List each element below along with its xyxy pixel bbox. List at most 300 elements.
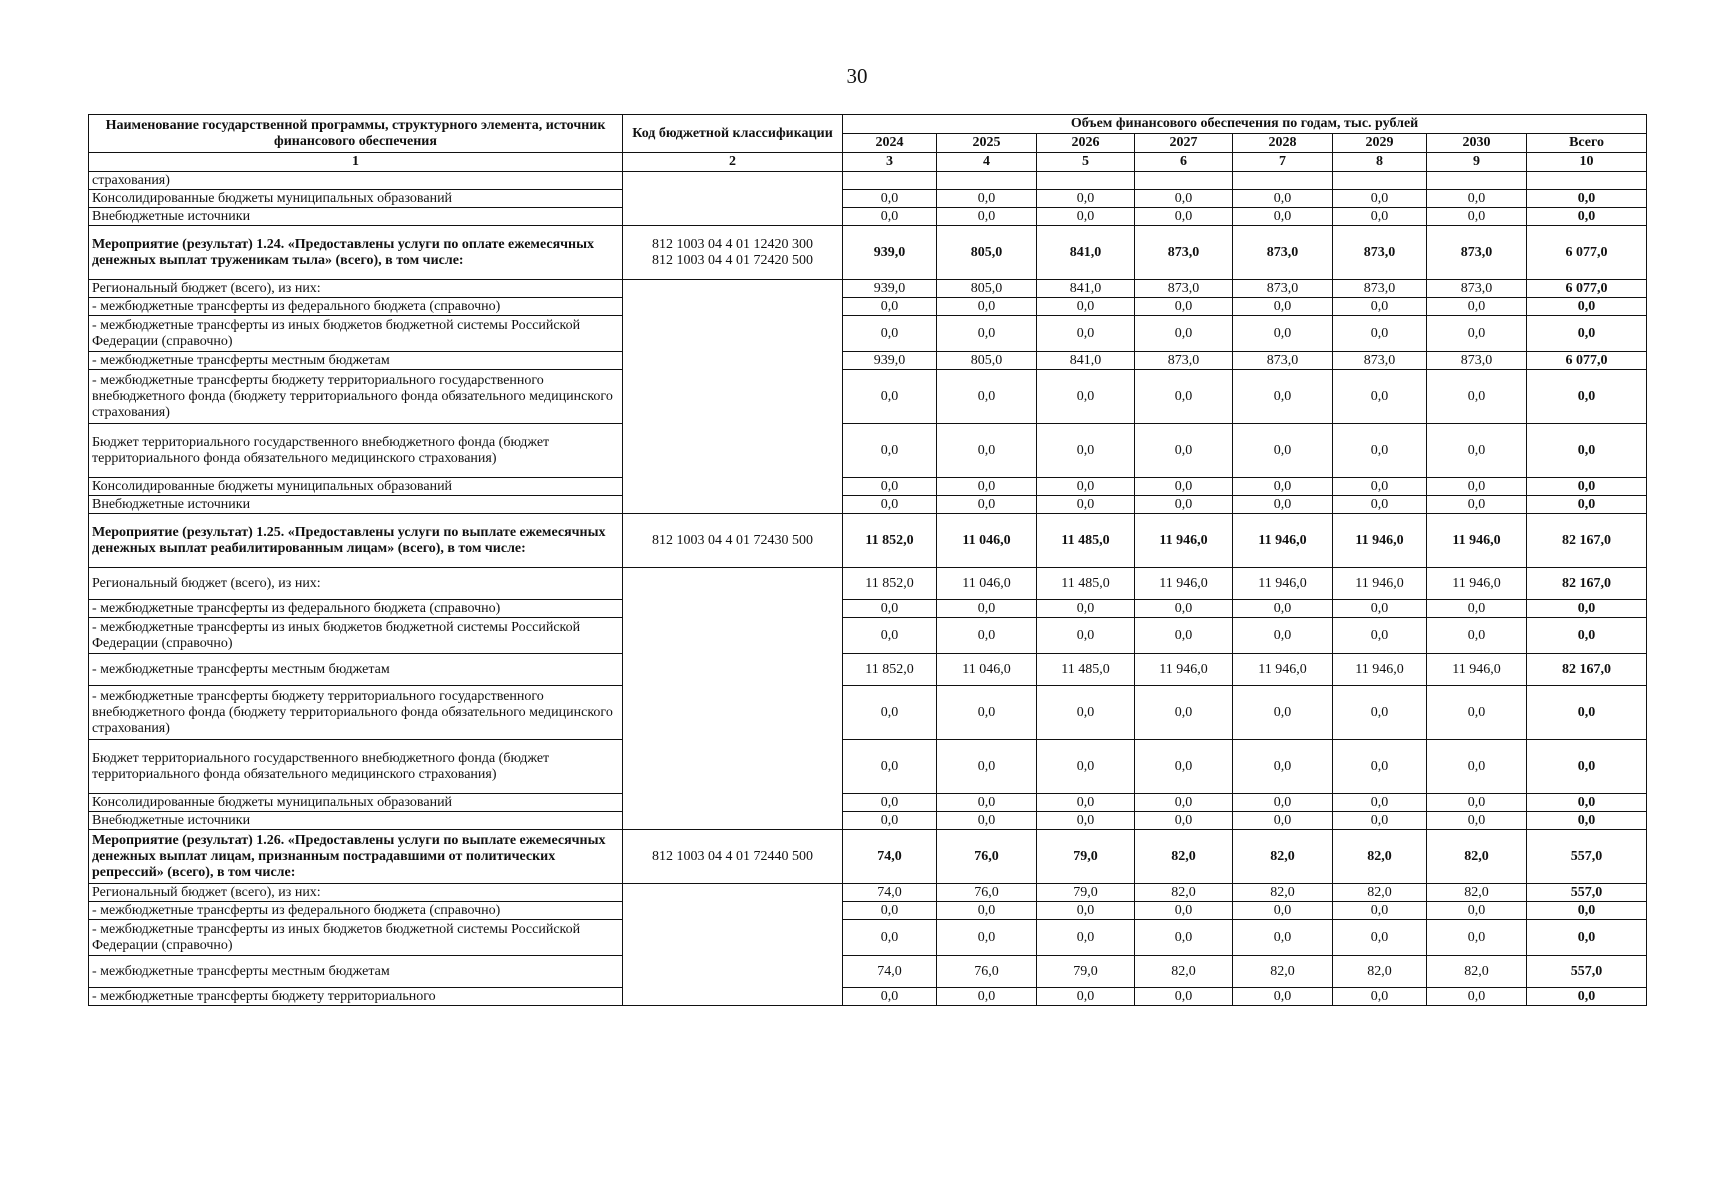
- value-cell: 0,0: [1135, 618, 1233, 654]
- value-cell: 0,0: [1135, 424, 1233, 478]
- value-cell: 11 946,0: [1135, 568, 1233, 600]
- value-cell: [843, 172, 937, 190]
- value-cell: 0,0: [1333, 740, 1427, 794]
- column-number: 9: [1427, 153, 1527, 172]
- header-year: 2025: [937, 134, 1037, 153]
- value-cell: 79,0: [1037, 884, 1135, 902]
- value-cell: 0,0: [937, 794, 1037, 812]
- value-cell: 0,0: [1135, 208, 1233, 226]
- table-row: [89, 920, 1647, 956]
- value-cell: 0,0: [1135, 686, 1233, 740]
- budget-code: [623, 514, 843, 568]
- table-row: [89, 208, 1647, 226]
- row-name: Консолидированные бюджеты муниципальных образований: [89, 478, 623, 496]
- value-cell: 0,0: [1037, 812, 1135, 830]
- value-cell: 0,0: [1037, 298, 1135, 316]
- value-cell: 0,0: [1037, 902, 1135, 920]
- table-row: [89, 496, 1647, 514]
- value-cell: 74,0: [843, 830, 937, 884]
- value-cell: 0,0: [1427, 424, 1527, 478]
- value-cell: 0,0: [1135, 316, 1233, 352]
- value-cell: 939,0: [843, 280, 937, 298]
- value-cell: [1233, 172, 1333, 190]
- value-cell: 0,0: [1037, 370, 1135, 424]
- table-row: [89, 654, 1647, 686]
- value-cell: 873,0: [1427, 226, 1527, 280]
- value-cell: 0,0: [1333, 686, 1427, 740]
- table-row: [89, 298, 1647, 316]
- total-cell: 0,0: [1527, 424, 1647, 478]
- value-cell: 939,0: [843, 226, 937, 280]
- value-cell: 82,0: [1233, 830, 1333, 884]
- row-name: - межбюджетные трансферты из федерального бюджета (справочно): [89, 298, 623, 316]
- value-cell: 0,0: [1427, 740, 1527, 794]
- value-cell: 11 485,0: [1037, 568, 1135, 600]
- value-cell: 0,0: [1135, 496, 1233, 514]
- value-cell: 841,0: [1037, 226, 1135, 280]
- value-cell: 0,0: [1037, 478, 1135, 496]
- header-year: 2027: [1135, 134, 1233, 153]
- table-row: [89, 478, 1647, 496]
- value-cell: 11 946,0: [1333, 514, 1427, 568]
- table-row: [89, 568, 1647, 600]
- table-row: [89, 794, 1647, 812]
- measure-row: [89, 226, 1647, 280]
- total-cell: [1527, 172, 1647, 190]
- value-cell: [1427, 172, 1527, 190]
- value-cell: 82,0: [1135, 884, 1233, 902]
- value-cell: 0,0: [1427, 988, 1527, 1006]
- value-cell: 0,0: [1135, 190, 1233, 208]
- value-cell: 0,0: [1333, 316, 1427, 352]
- total-cell: 0,0: [1527, 902, 1647, 920]
- total-cell: 82 167,0: [1527, 514, 1647, 568]
- measure-row: [89, 830, 1647, 884]
- total-cell: 6 077,0: [1527, 352, 1647, 370]
- header-year: 2028: [1233, 134, 1333, 153]
- total-cell: 0,0: [1527, 208, 1647, 226]
- budget-code-empty: [623, 884, 843, 1006]
- total-cell: 0,0: [1527, 740, 1647, 794]
- total-cell: 557,0: [1527, 830, 1647, 884]
- row-name: Региональный бюджет (всего), из них:: [89, 280, 623, 298]
- value-cell: 74,0: [843, 884, 937, 902]
- value-cell: 11 946,0: [1333, 568, 1427, 600]
- value-cell: 0,0: [1427, 478, 1527, 496]
- value-cell: 79,0: [1037, 830, 1135, 884]
- value-cell: 82,0: [1135, 956, 1233, 988]
- table-row: [89, 618, 1647, 654]
- value-cell: 0,0: [843, 988, 937, 1006]
- table-row: [89, 424, 1647, 478]
- column-number: 3: [843, 153, 937, 172]
- value-cell: 11 946,0: [1233, 654, 1333, 686]
- total-cell: 0,0: [1527, 988, 1647, 1006]
- row-name: - межбюджетные трансферты из иных бюджетов бюджетной системы Российской Федерации (справочно): [89, 316, 623, 352]
- table-row: [89, 812, 1647, 830]
- financing-table: [88, 114, 1647, 1006]
- value-cell: 873,0: [1135, 280, 1233, 298]
- value-cell: 0,0: [937, 600, 1037, 618]
- value-cell: 0,0: [1333, 902, 1427, 920]
- value-cell: 0,0: [1427, 316, 1527, 352]
- value-cell: 805,0: [937, 352, 1037, 370]
- value-cell: 0,0: [1233, 316, 1333, 352]
- total-cell: 0,0: [1527, 686, 1647, 740]
- value-cell: 0,0: [1037, 988, 1135, 1006]
- total-cell: 0,0: [1527, 370, 1647, 424]
- value-cell: 841,0: [1037, 280, 1135, 298]
- value-cell: 0,0: [937, 920, 1037, 956]
- value-cell: 82,0: [1333, 884, 1427, 902]
- value-cell: 0,0: [1233, 740, 1333, 794]
- header-volume: Объем финансового обеспечения по годам, тыс. рублей: [843, 115, 1647, 134]
- value-cell: 0,0: [1427, 794, 1527, 812]
- value-cell: 0,0: [937, 812, 1037, 830]
- value-cell: 0,0: [1333, 370, 1427, 424]
- column-number: 4: [937, 153, 1037, 172]
- value-cell: 11 852,0: [843, 568, 937, 600]
- row-name: Мероприятие (результат) 1.25. «Предоставлены услуги по выплате ежемесячных денежных выплат реабилитированным лицам» (всего), в том числе:: [89, 514, 623, 568]
- value-cell: 82,0: [1333, 956, 1427, 988]
- value-cell: [1333, 172, 1427, 190]
- table-row: [89, 316, 1647, 352]
- row-name: страхования): [89, 172, 623, 190]
- value-cell: 0,0: [1037, 740, 1135, 794]
- value-cell: 0,0: [1427, 618, 1527, 654]
- value-cell: 0,0: [843, 902, 937, 920]
- budget-code-line: 812 1003 04 4 01 72430 500: [652, 532, 813, 548]
- value-cell: 82,0: [1233, 884, 1333, 902]
- table-row: [89, 988, 1647, 1006]
- value-cell: 0,0: [1135, 812, 1233, 830]
- row-name: - межбюджетные трансферты из иных бюджетов бюджетной системы Российской Федерации (справочно): [89, 920, 623, 956]
- total-cell: 0,0: [1527, 316, 1647, 352]
- value-cell: 0,0: [1135, 478, 1233, 496]
- value-cell: 0,0: [1233, 600, 1333, 618]
- total-cell: 0,0: [1527, 478, 1647, 496]
- value-cell: 873,0: [1233, 352, 1333, 370]
- total-cell: 0,0: [1527, 794, 1647, 812]
- value-cell: 873,0: [1233, 280, 1333, 298]
- value-cell: [1037, 172, 1135, 190]
- table-header: [89, 115, 1647, 172]
- row-name: Бюджет территориального государственного внебюджетного фонда (бюджет территориального фонда обязательного медицинского страхования): [89, 740, 623, 794]
- total-cell: 557,0: [1527, 884, 1647, 902]
- value-cell: 0,0: [937, 370, 1037, 424]
- row-name: - межбюджетные трансферты местным бюджетам: [89, 654, 623, 686]
- budget-code-line: 812 1003 04 4 01 72440 500: [652, 848, 813, 864]
- value-cell: 0,0: [937, 298, 1037, 316]
- budget-code-line: 812 1003 04 4 01 12420 300: [652, 236, 813, 252]
- value-cell: 0,0: [937, 316, 1037, 352]
- value-cell: 873,0: [1427, 352, 1527, 370]
- value-cell: 0,0: [1037, 208, 1135, 226]
- column-number: 6: [1135, 153, 1233, 172]
- value-cell: 873,0: [1333, 352, 1427, 370]
- value-cell: 82,0: [1135, 830, 1233, 884]
- value-cell: 0,0: [1333, 208, 1427, 226]
- value-cell: 873,0: [1333, 226, 1427, 280]
- total-cell: 0,0: [1527, 618, 1647, 654]
- value-cell: 0,0: [937, 618, 1037, 654]
- value-cell: 79,0: [1037, 956, 1135, 988]
- measure-row: [89, 514, 1647, 568]
- value-cell: 82,0: [1233, 956, 1333, 988]
- row-name: Внебюджетные источники: [89, 812, 623, 830]
- value-cell: 11 946,0: [1135, 654, 1233, 686]
- column-number: 7: [1233, 153, 1333, 172]
- value-cell: 0,0: [1135, 740, 1233, 794]
- value-cell: 0,0: [1037, 618, 1135, 654]
- value-cell: 0,0: [843, 208, 937, 226]
- value-cell: 0,0: [1427, 600, 1527, 618]
- value-cell: 0,0: [1135, 920, 1233, 956]
- value-cell: 0,0: [1427, 190, 1527, 208]
- value-cell: 0,0: [1427, 298, 1527, 316]
- value-cell: [937, 172, 1037, 190]
- value-cell: 76,0: [937, 830, 1037, 884]
- value-cell: 11 852,0: [843, 654, 937, 686]
- value-cell: 0,0: [937, 190, 1037, 208]
- value-cell: 0,0: [937, 424, 1037, 478]
- value-cell: 0,0: [937, 496, 1037, 514]
- value-cell: 0,0: [1233, 298, 1333, 316]
- column-number: 10: [1527, 153, 1647, 172]
- value-cell: 0,0: [843, 618, 937, 654]
- value-cell: 0,0: [1233, 370, 1333, 424]
- value-cell: 0,0: [843, 686, 937, 740]
- value-cell: 939,0: [843, 352, 937, 370]
- header-year: 2029: [1333, 134, 1427, 153]
- budget-code-empty: [623, 568, 843, 830]
- column-number: 5: [1037, 153, 1135, 172]
- value-cell: 0,0: [1427, 496, 1527, 514]
- table-row: [89, 956, 1647, 988]
- value-cell: 0,0: [843, 920, 937, 956]
- value-cell: 0,0: [843, 812, 937, 830]
- total-cell: 6 077,0: [1527, 280, 1647, 298]
- value-cell: 82,0: [1427, 956, 1527, 988]
- value-cell: 0,0: [937, 988, 1037, 1006]
- total-cell: 0,0: [1527, 496, 1647, 514]
- row-name: Внебюджетные источники: [89, 496, 623, 514]
- table-row: [89, 370, 1647, 424]
- row-name: Мероприятие (результат) 1.26. «Предоставлены услуги по выплате ежемесячных денежных выплат лицам, признанным пострадавшими от политических репрессий» (всего), в том числе:: [89, 830, 623, 884]
- value-cell: 0,0: [1135, 988, 1233, 1006]
- value-cell: 0,0: [1135, 298, 1233, 316]
- value-cell: 0,0: [1427, 812, 1527, 830]
- table-row: [89, 740, 1647, 794]
- value-cell: 0,0: [843, 316, 937, 352]
- value-cell: 0,0: [1427, 370, 1527, 424]
- value-cell: 0,0: [1333, 478, 1427, 496]
- row-name: - межбюджетные трансферты из иных бюджетов бюджетной системы Российской Федерации (справочно): [89, 618, 623, 654]
- value-cell: 0,0: [937, 208, 1037, 226]
- row-name: - межбюджетные трансферты из федерального бюджета (справочно): [89, 902, 623, 920]
- value-cell: 0,0: [1233, 686, 1333, 740]
- value-cell: 82,0: [1333, 830, 1427, 884]
- value-cell: 0,0: [937, 686, 1037, 740]
- value-cell: 0,0: [1037, 794, 1135, 812]
- value-cell: 0,0: [1037, 190, 1135, 208]
- value-cell: 11 046,0: [937, 568, 1037, 600]
- row-name: - межбюджетные трансферты бюджету территориального: [89, 988, 623, 1006]
- value-cell: 0,0: [1427, 902, 1527, 920]
- table-row: [89, 884, 1647, 902]
- value-cell: 11 946,0: [1135, 514, 1233, 568]
- value-cell: 0,0: [1333, 794, 1427, 812]
- header-column-numbers: [89, 153, 1647, 172]
- value-cell: 0,0: [1135, 600, 1233, 618]
- table-row: [89, 172, 1647, 190]
- value-cell: 76,0: [937, 884, 1037, 902]
- row-name: - межбюджетные трансферты из федерального бюджета (справочно): [89, 600, 623, 618]
- value-cell: 0,0: [1333, 812, 1427, 830]
- value-cell: 0,0: [1233, 478, 1333, 496]
- value-cell: 0,0: [1037, 316, 1135, 352]
- value-cell: 0,0: [1233, 424, 1333, 478]
- value-cell: 0,0: [1233, 190, 1333, 208]
- table-row: [89, 352, 1647, 370]
- table-row: [89, 280, 1647, 298]
- total-cell: 0,0: [1527, 600, 1647, 618]
- value-cell: 841,0: [1037, 352, 1135, 370]
- total-cell: 6 077,0: [1527, 226, 1647, 280]
- total-cell: 0,0: [1527, 812, 1647, 830]
- budget-code-empty: [623, 280, 843, 514]
- total-cell: 82 167,0: [1527, 654, 1647, 686]
- budget-code-empty: [623, 172, 843, 226]
- value-cell: 11 485,0: [1037, 654, 1135, 686]
- value-cell: 0,0: [1233, 208, 1333, 226]
- value-cell: 0,0: [843, 190, 937, 208]
- header-total: Всего: [1527, 134, 1647, 153]
- value-cell: 0,0: [843, 478, 937, 496]
- row-name: Внебюджетные источники: [89, 208, 623, 226]
- value-cell: 0,0: [1233, 496, 1333, 514]
- row-name: Консолидированные бюджеты муниципальных образований: [89, 190, 623, 208]
- table-row: [89, 686, 1647, 740]
- header-code: Код бюджетной классификации: [623, 115, 843, 153]
- value-cell: 0,0: [843, 740, 937, 794]
- value-cell: 11 946,0: [1233, 514, 1333, 568]
- value-cell: 0,0: [1333, 618, 1427, 654]
- value-cell: 0,0: [1233, 618, 1333, 654]
- value-cell: 0,0: [1233, 902, 1333, 920]
- value-cell: 0,0: [1233, 812, 1333, 830]
- value-cell: 873,0: [1333, 280, 1427, 298]
- value-cell: 11 946,0: [1427, 514, 1527, 568]
- value-cell: 0,0: [1037, 424, 1135, 478]
- value-cell: 0,0: [1333, 190, 1427, 208]
- value-cell: 0,0: [1037, 920, 1135, 956]
- value-cell: 0,0: [843, 370, 937, 424]
- value-cell: 0,0: [1333, 988, 1427, 1006]
- value-cell: 873,0: [1233, 226, 1333, 280]
- row-name: Региональный бюджет (всего), из них:: [89, 884, 623, 902]
- value-cell: 0,0: [1333, 920, 1427, 956]
- value-cell: 0,0: [1333, 298, 1427, 316]
- total-cell: 0,0: [1527, 920, 1647, 956]
- value-cell: 0,0: [1333, 424, 1427, 478]
- value-cell: [1135, 172, 1233, 190]
- value-cell: 0,0: [937, 740, 1037, 794]
- row-name: Бюджет территориального государственного внебюджетного фонда (бюджет территориального фонда обязательного медицинского страхования): [89, 424, 623, 478]
- column-number: 8: [1333, 153, 1427, 172]
- value-cell: 0,0: [1333, 496, 1427, 514]
- value-cell: 11 852,0: [843, 514, 937, 568]
- value-cell: 11 046,0: [937, 514, 1037, 568]
- value-cell: 0,0: [1427, 920, 1527, 956]
- value-cell: 0,0: [1233, 988, 1333, 1006]
- value-cell: 11 485,0: [1037, 514, 1135, 568]
- header-year: 2024: [843, 134, 937, 153]
- value-cell: 0,0: [1427, 686, 1527, 740]
- row-name: - межбюджетные трансферты бюджету территориального государственного внебюджетного фонда (бюджету территориального фонда обязательного медицинского страхования): [89, 370, 623, 424]
- column-number: 2: [623, 153, 843, 172]
- value-cell: 11 046,0: [937, 654, 1037, 686]
- row-name: Консолидированные бюджеты муниципальных образований: [89, 794, 623, 812]
- table-row: [89, 190, 1647, 208]
- value-cell: 0,0: [843, 298, 937, 316]
- header-year: 2026: [1037, 134, 1135, 153]
- total-cell: 0,0: [1527, 190, 1647, 208]
- budget-code-line: 812 1003 04 4 01 72420 500: [652, 252, 813, 268]
- value-cell: 0,0: [1037, 600, 1135, 618]
- value-cell: 0,0: [937, 478, 1037, 496]
- value-cell: 11 946,0: [1427, 568, 1527, 600]
- value-cell: 0,0: [1037, 496, 1135, 514]
- value-cell: 805,0: [937, 226, 1037, 280]
- budget-code: [623, 830, 843, 884]
- table-row: [89, 600, 1647, 618]
- value-cell: 873,0: [1427, 280, 1527, 298]
- value-cell: 11 946,0: [1427, 654, 1527, 686]
- value-cell: 0,0: [1135, 794, 1233, 812]
- value-cell: 0,0: [1333, 600, 1427, 618]
- row-name: - межбюджетные трансферты местным бюджетам: [89, 352, 623, 370]
- value-cell: 0,0: [937, 902, 1037, 920]
- total-cell: 82 167,0: [1527, 568, 1647, 600]
- row-name: - межбюджетные трансферты местным бюджетам: [89, 956, 623, 988]
- total-cell: 0,0: [1527, 298, 1647, 316]
- table-body: [89, 172, 1647, 1006]
- value-cell: 82,0: [1427, 830, 1527, 884]
- value-cell: 76,0: [937, 956, 1037, 988]
- row-name: Мероприятие (результат) 1.24. «Предоставлены услуги по оплате ежемесячных денежных выплат труженикам тыла» (всего), в том числе:: [89, 226, 623, 280]
- page-number: 30: [846, 64, 868, 88]
- column-number: 1: [89, 153, 623, 172]
- total-cell: 557,0: [1527, 956, 1647, 988]
- budget-code: [623, 226, 843, 280]
- value-cell: 11 946,0: [1333, 654, 1427, 686]
- value-cell: 0,0: [843, 496, 937, 514]
- value-cell: 0,0: [843, 600, 937, 618]
- value-cell: 0,0: [1233, 920, 1333, 956]
- value-cell: 805,0: [937, 280, 1037, 298]
- value-cell: 0,0: [843, 794, 937, 812]
- value-cell: 873,0: [1135, 352, 1233, 370]
- row-name: - межбюджетные трансферты бюджету территориального государственного внебюджетного фонда (бюджету территориального фонда обязательного медицинского страхования): [89, 686, 623, 740]
- value-cell: 74,0: [843, 956, 937, 988]
- value-cell: 0,0: [1233, 794, 1333, 812]
- value-cell: 0,0: [1427, 208, 1527, 226]
- value-cell: 0,0: [1135, 902, 1233, 920]
- row-name: Региональный бюджет (всего), из них:: [89, 568, 623, 600]
- value-cell: 0,0: [1135, 370, 1233, 424]
- value-cell: 11 946,0: [1233, 568, 1333, 600]
